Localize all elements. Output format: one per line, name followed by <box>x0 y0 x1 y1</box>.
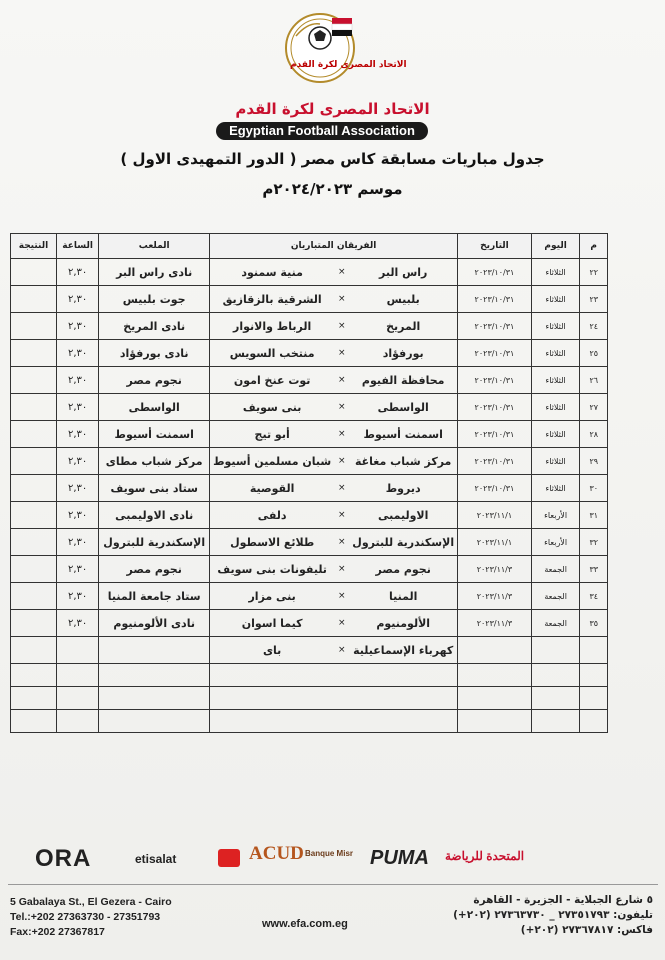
cell-team-home: نجوم مصر <box>349 556 457 583</box>
empty-cell <box>334 687 349 710</box>
empty-cell <box>458 687 532 710</box>
efa-crest-icon <box>282 8 362 88</box>
empty-cell <box>580 664 608 687</box>
cell-day: الجمعة <box>531 610 580 637</box>
cell-number: ٢٥ <box>580 340 608 367</box>
footer-divider <box>8 884 658 885</box>
cell-stadium: جوت بلبيس <box>99 286 210 313</box>
cell-number: ٣٤ <box>580 583 608 610</box>
cell-stadium: ستاد بنى سويف <box>99 475 210 502</box>
footer-website[interactable]: www.efa.com.eg <box>262 918 348 930</box>
cell-vs: × <box>334 610 349 637</box>
empty-cell <box>334 710 349 733</box>
cell-stadium: نجوم مصر <box>99 367 210 394</box>
sponsor-etisalat: etisalat <box>135 852 177 866</box>
cell-stadium: نجوم مصر <box>99 556 210 583</box>
cell-result <box>11 421 57 448</box>
cell-team-away: القوصية <box>210 475 335 502</box>
cell-vs: × <box>334 475 349 502</box>
header-stadium: الملعب <box>99 234 210 259</box>
table-row <box>11 556 608 583</box>
cell-stadium: نادى الألومنيوم <box>99 610 210 637</box>
cell-stadium: مركز شباب مطاى <box>99 448 210 475</box>
cell-stadium: اسمنت أسيوط <box>99 421 210 448</box>
cell-day: الجمعة <box>531 583 580 610</box>
header-number: م <box>580 234 608 259</box>
cell-team-away: شبان مسلمين أسيوط <box>210 448 335 475</box>
empty-cell <box>531 687 580 710</box>
footer-address-ar <box>453 893 653 938</box>
etisalat-logo-icon <box>218 849 240 867</box>
cell-vs: × <box>334 448 349 475</box>
table-row <box>11 448 608 475</box>
schedule-table <box>10 233 608 733</box>
cell-team-home: ديروط <box>349 475 457 502</box>
empty-cell <box>349 664 457 687</box>
empty-cell <box>56 664 98 687</box>
cell-day: الجمعة <box>531 556 580 583</box>
cell-time: ٢,٣٠ <box>56 448 98 475</box>
empty-cell <box>210 687 335 710</box>
cell-date: ٢٠٢٣/١٠/٣١ <box>458 475 532 502</box>
footer-tel: Tel.:+202 27363730 - 27351793 <box>10 911 161 923</box>
cell-vs: × <box>334 583 349 610</box>
empty-cell <box>349 710 457 733</box>
logo-caption: الاتحاد المصرى لكرة القدم <box>290 60 407 70</box>
association-name-en: Egyptian Football Association <box>216 122 428 140</box>
cell-team-away: تليفونات بنى سويف <box>210 556 335 583</box>
cell-team-away: منية سمنود <box>210 259 335 286</box>
cell-stadium: نادى بورفؤاد <box>99 340 210 367</box>
cell-time: ٢,٣٠ <box>56 313 98 340</box>
cell-time: ٢,٣٠ <box>56 259 98 286</box>
empty-cell <box>56 687 98 710</box>
cell-number: ٣٥ <box>580 610 608 637</box>
table-row-empty <box>11 664 608 687</box>
header-date: التاريخ <box>458 234 532 259</box>
cell-date: ٢٠٢٣/١٠/٣١ <box>458 340 532 367</box>
footer-address: 5 Gabalaya St., El Gezera - Cairo <box>10 896 172 908</box>
cell-time: ٢,٣٠ <box>56 367 98 394</box>
cell-team-away: توت عنخ امون <box>210 367 335 394</box>
association-name-ar: الاتحاد المصرى لكرة القدم <box>235 100 430 118</box>
cell-stadium: نادى راس البر <box>99 259 210 286</box>
cell-stadium: نادى الاوليمبى <box>99 502 210 529</box>
table-row <box>11 313 608 340</box>
empty-cell <box>99 710 210 733</box>
table-row <box>11 340 608 367</box>
table-row <box>11 475 608 502</box>
table-row-empty <box>11 687 608 710</box>
cell-team-away: باى <box>210 637 335 664</box>
cell-number: ٣١ <box>580 502 608 529</box>
cell-number: ٣٠ <box>580 475 608 502</box>
sponsor-ora: ORA <box>35 845 92 872</box>
cell-day: الثلاثاء <box>531 367 580 394</box>
cell-vs: × <box>334 286 349 313</box>
cell-team-home: المنيا <box>349 583 457 610</box>
cell-time: ٢,٣٠ <box>56 583 98 610</box>
cell-day: الثلاثاء <box>531 394 580 421</box>
empty-cell <box>458 710 532 733</box>
empty-cell <box>334 664 349 687</box>
cell-team-home: راس البر <box>349 259 457 286</box>
cell-number <box>580 637 608 664</box>
cell-vs: × <box>334 502 349 529</box>
cell-result <box>11 475 57 502</box>
cell-date: ٢٠٢٣/١١/٣ <box>458 610 532 637</box>
cell-number: ٢٢ <box>580 259 608 286</box>
cell-stadium: الإسكندرية للبترول <box>99 529 210 556</box>
cell-team-away: منتخب السويس <box>210 340 335 367</box>
table-row-empty <box>11 710 608 733</box>
cell-day: الثلاثاء <box>531 421 580 448</box>
empty-cell <box>210 710 335 733</box>
empty-cell <box>56 710 98 733</box>
cell-date: ٢٠٢٣/١٠/٣١ <box>458 394 532 421</box>
cell-team-away: كيما اسوان <box>210 610 335 637</box>
season-title: موسم ٢٠٢٤/٢٠٢٣م <box>262 180 403 198</box>
cell-date: ٢٠٢٣/١١/٣ <box>458 583 532 610</box>
cell-time: ٢,٣٠ <box>56 286 98 313</box>
table-row <box>11 286 608 313</box>
cell-team-home: الإسكندرية للبترول <box>349 529 457 556</box>
cell-date: ٢٠٢٣/١٠/٣١ <box>458 367 532 394</box>
cell-stadium: الواسطى <box>99 394 210 421</box>
cell-vs: × <box>334 556 349 583</box>
cell-stadium: نادى المريخ <box>99 313 210 340</box>
cell-result <box>11 286 57 313</box>
cell-day: الثلاثاء <box>531 259 580 286</box>
table-row <box>11 529 608 556</box>
footer-tel-ar: تليفون: ٢٧٣٥١٧٩٣ _ ٢٧٣٦٣٧٣٠ (٢٠٢+) <box>453 909 653 921</box>
cell-number: ٣٣ <box>580 556 608 583</box>
table-row <box>11 583 608 610</box>
cell-team-home: الواسطى <box>349 394 457 421</box>
cell-day <box>531 637 580 664</box>
cell-date: ٢٠٢٣/١٠/٣١ <box>458 313 532 340</box>
cell-result <box>11 394 57 421</box>
empty-cell <box>531 664 580 687</box>
cell-stadium: ستاد جامعة المنيا <box>99 583 210 610</box>
sponsor-banque-misr: Banque Misr <box>305 849 354 858</box>
empty-cell <box>210 664 335 687</box>
table-row <box>11 367 608 394</box>
empty-cell <box>458 664 532 687</box>
cell-result <box>11 448 57 475</box>
cell-vs: × <box>334 259 349 286</box>
cell-result <box>11 610 57 637</box>
cell-team-home: كهرباء الإسماعيلية <box>349 637 457 664</box>
cell-result <box>11 313 57 340</box>
sponsor-mutahida: المتحدة للرياضة <box>445 849 525 863</box>
table-row <box>11 637 608 664</box>
cell-time: ٢,٣٠ <box>56 556 98 583</box>
empty-cell <box>11 664 57 687</box>
cell-result <box>11 367 57 394</box>
footer-fax: Fax:+202 27367817 <box>10 926 105 938</box>
empty-cell <box>531 710 580 733</box>
cell-result <box>11 583 57 610</box>
cell-day: الأربعاء <box>531 529 580 556</box>
empty-cell <box>580 710 608 733</box>
cell-time: ٢,٣٠ <box>56 394 98 421</box>
cell-team-home: الألومنيوم <box>349 610 457 637</box>
empty-cell <box>349 687 457 710</box>
cell-team-away: بنى مزار <box>210 583 335 610</box>
empty-cell <box>99 687 210 710</box>
cell-team-home: المريخ <box>349 313 457 340</box>
sponsor-acud: ACUD <box>249 843 304 864</box>
header-result: النتيجة <box>11 234 57 259</box>
cell-result <box>11 637 57 664</box>
cell-team-away: بنى سويف <box>210 394 335 421</box>
cell-vs: × <box>334 313 349 340</box>
table-header-row <box>11 234 608 259</box>
cell-result <box>11 340 57 367</box>
cell-team-home: الاوليمبى <box>349 502 457 529</box>
cell-vs: × <box>334 367 349 394</box>
cell-result <box>11 502 57 529</box>
footer-fax-ar: فاكس: ٢٧٣٦٧٨١٧ (٢٠٢+) <box>520 924 653 936</box>
footer-address-en <box>10 895 172 940</box>
cell-team-away: أبو تيج <box>210 421 335 448</box>
cell-vs: × <box>334 637 349 664</box>
cell-number: ٣٢ <box>580 529 608 556</box>
cell-day: الثلاثاء <box>531 286 580 313</box>
cell-date: ٢٠٢٣/١١/١ <box>458 529 532 556</box>
empty-cell <box>580 687 608 710</box>
cell-result <box>11 556 57 583</box>
table-row <box>11 610 608 637</box>
cell-time: ٢,٣٠ <box>56 340 98 367</box>
table-row <box>11 421 608 448</box>
header-time: الساعة <box>56 234 98 259</box>
cell-time: ٢,٣٠ <box>56 475 98 502</box>
cell-team-away: طلائع الاسطول <box>210 529 335 556</box>
cell-date: ٢٠٢٣/١١/١ <box>458 502 532 529</box>
cell-time: ٢,٣٠ <box>56 421 98 448</box>
cell-number: ٢٦ <box>580 367 608 394</box>
cell-team-away: دلفى <box>210 502 335 529</box>
table-row <box>11 259 608 286</box>
cell-number: ٢٤ <box>580 313 608 340</box>
footer-address-ar-line: ٥ شارع الجبلاية - الجزيرة - القاهرة <box>473 894 653 906</box>
cell-day: الثلاثاء <box>531 448 580 475</box>
table-row <box>11 502 608 529</box>
cell-time: ٢,٣٠ <box>56 610 98 637</box>
cell-date: ٢٠٢٣/١٠/٣١ <box>458 421 532 448</box>
efa-logo <box>282 8 362 88</box>
document-title: جدول مباريات مسابقة كاس مصر ( الدور التمهيدى الاول ) <box>120 150 545 168</box>
cell-result <box>11 529 57 556</box>
cell-vs: × <box>334 340 349 367</box>
header-teams: الفريقان المتباريان <box>210 234 458 259</box>
cell-team-home: اسمنت أسيوط <box>349 421 457 448</box>
empty-cell <box>11 710 57 733</box>
cell-date: ٢٠٢٣/١٠/٣١ <box>458 448 532 475</box>
cell-date: ٢٠٢٣/١١/٣ <box>458 556 532 583</box>
cell-number: ٢٧ <box>580 394 608 421</box>
cell-number: ٢٨ <box>580 421 608 448</box>
cell-vs: × <box>334 421 349 448</box>
cell-vs: × <box>334 394 349 421</box>
cell-time: ٢,٣٠ <box>56 502 98 529</box>
cell-number: ٢٣ <box>580 286 608 313</box>
cell-team-home: بلبيس <box>349 286 457 313</box>
cell-date: ٢٠٢٣/١٠/٣١ <box>458 259 532 286</box>
cell-team-home: مركز شباب مغاغة <box>349 448 457 475</box>
empty-cell <box>99 664 210 687</box>
sponsors-bar <box>35 835 605 880</box>
table-row <box>11 394 608 421</box>
cell-date: ٢٠٢٣/١٠/٣١ <box>458 286 532 313</box>
schedule-table-body <box>11 259 608 733</box>
cell-team-home: محافظة الفيوم <box>349 367 457 394</box>
cell-team-away: الرباط والانوار <box>210 313 335 340</box>
cell-number: ٢٩ <box>580 448 608 475</box>
cell-day: الثلاثاء <box>531 340 580 367</box>
cell-time <box>56 637 98 664</box>
cell-day: الأربعاء <box>531 502 580 529</box>
cell-result <box>11 259 57 286</box>
sponsor-puma: PUMA <box>370 847 429 869</box>
cell-day: الثلاثاء <box>531 313 580 340</box>
header-day: اليوم <box>531 234 580 259</box>
cell-team-away: الشرقية بالزقازيق <box>210 286 335 313</box>
cell-team-home: بورفؤاد <box>349 340 457 367</box>
cell-stadium <box>99 637 210 664</box>
cell-date <box>458 637 532 664</box>
cell-day: الثلاثاء <box>531 475 580 502</box>
empty-cell <box>11 687 57 710</box>
cell-time: ٢,٣٠ <box>56 529 98 556</box>
cell-vs: × <box>334 529 349 556</box>
